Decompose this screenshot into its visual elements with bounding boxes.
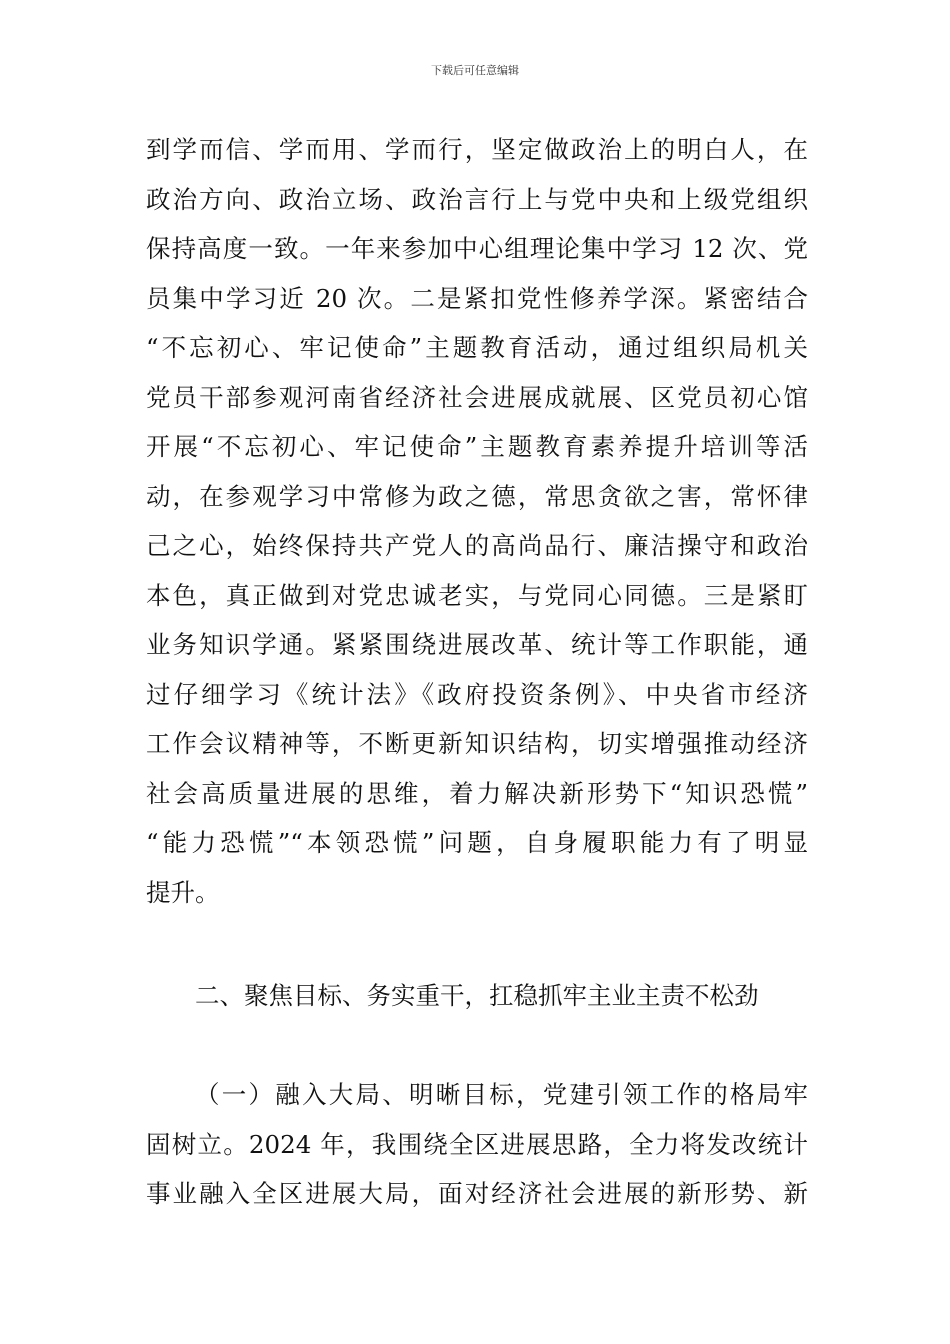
text-line: 事业融入全区进展大局，面对经济社会进展的新形势、新 [146,1179,808,1208]
text-line: 党员干部参观河南省经济社会进展成就展、区党员初心馆 [146,383,808,412]
text-line: 本色，真正做到对党忠诚老实，与党同心同德。三是紧盯 [146,581,808,610]
text-line: 社会高质量进展的思维，着力解决新形势下“知识恐慌” [146,779,808,808]
text-line: 固树立。2024 年，我围绕全区进展思路，全力将发改统计 [146,1130,808,1159]
text-line: 到学而信、学而用、学而行，坚定做政治上的明白人，在 [146,135,808,164]
text-line: 开展“不忘初心、牢记使命”主题教育素养提升培训等活 [146,432,808,461]
text-line: 提升。 [146,878,220,907]
text-line: 过仔细学习《统计法》《政府投资条例》、中央省市经济 [146,680,808,709]
section-heading: 二、聚焦目标、务实重干，扛稳抓牢主业主责不松劲 [195,981,759,1010]
text-line: 业务知识学通。紧紧围绕进展改革、统计等工作职能，通 [146,630,808,659]
text-line: 保持高度一致。一年来参加中心组理论集中学习 12 次、党 [146,234,808,263]
text-line: “不忘初心、牢记使命”主题教育活动，通过组织局机关 [146,333,808,362]
text-line: 工作会议精神等，不断更新知识结构，切实增强推动经济 [146,729,808,758]
page-header: 下载后可任意编辑 [431,64,519,77]
text-line: 己之心，始终保持共产党人的高尚品行、廉洁操守和政治 [146,531,808,560]
text-line: 政治方向、政治立场、政治言行上与党中央和上级党组织 [146,185,808,214]
text-line: （一）融入大局、明晰目标，党建引领工作的格局牢 [195,1080,808,1109]
text-line: 动，在参观学习中常修为政之德，常思贪欲之害，常怀律 [146,482,808,511]
text-line: “能力恐慌”“本领恐慌”问题，自身履职能力有了明显 [146,828,808,857]
text-line: 员集中学习近 20 次。二是紧扣党性修养学深。紧密结合 [146,284,808,313]
